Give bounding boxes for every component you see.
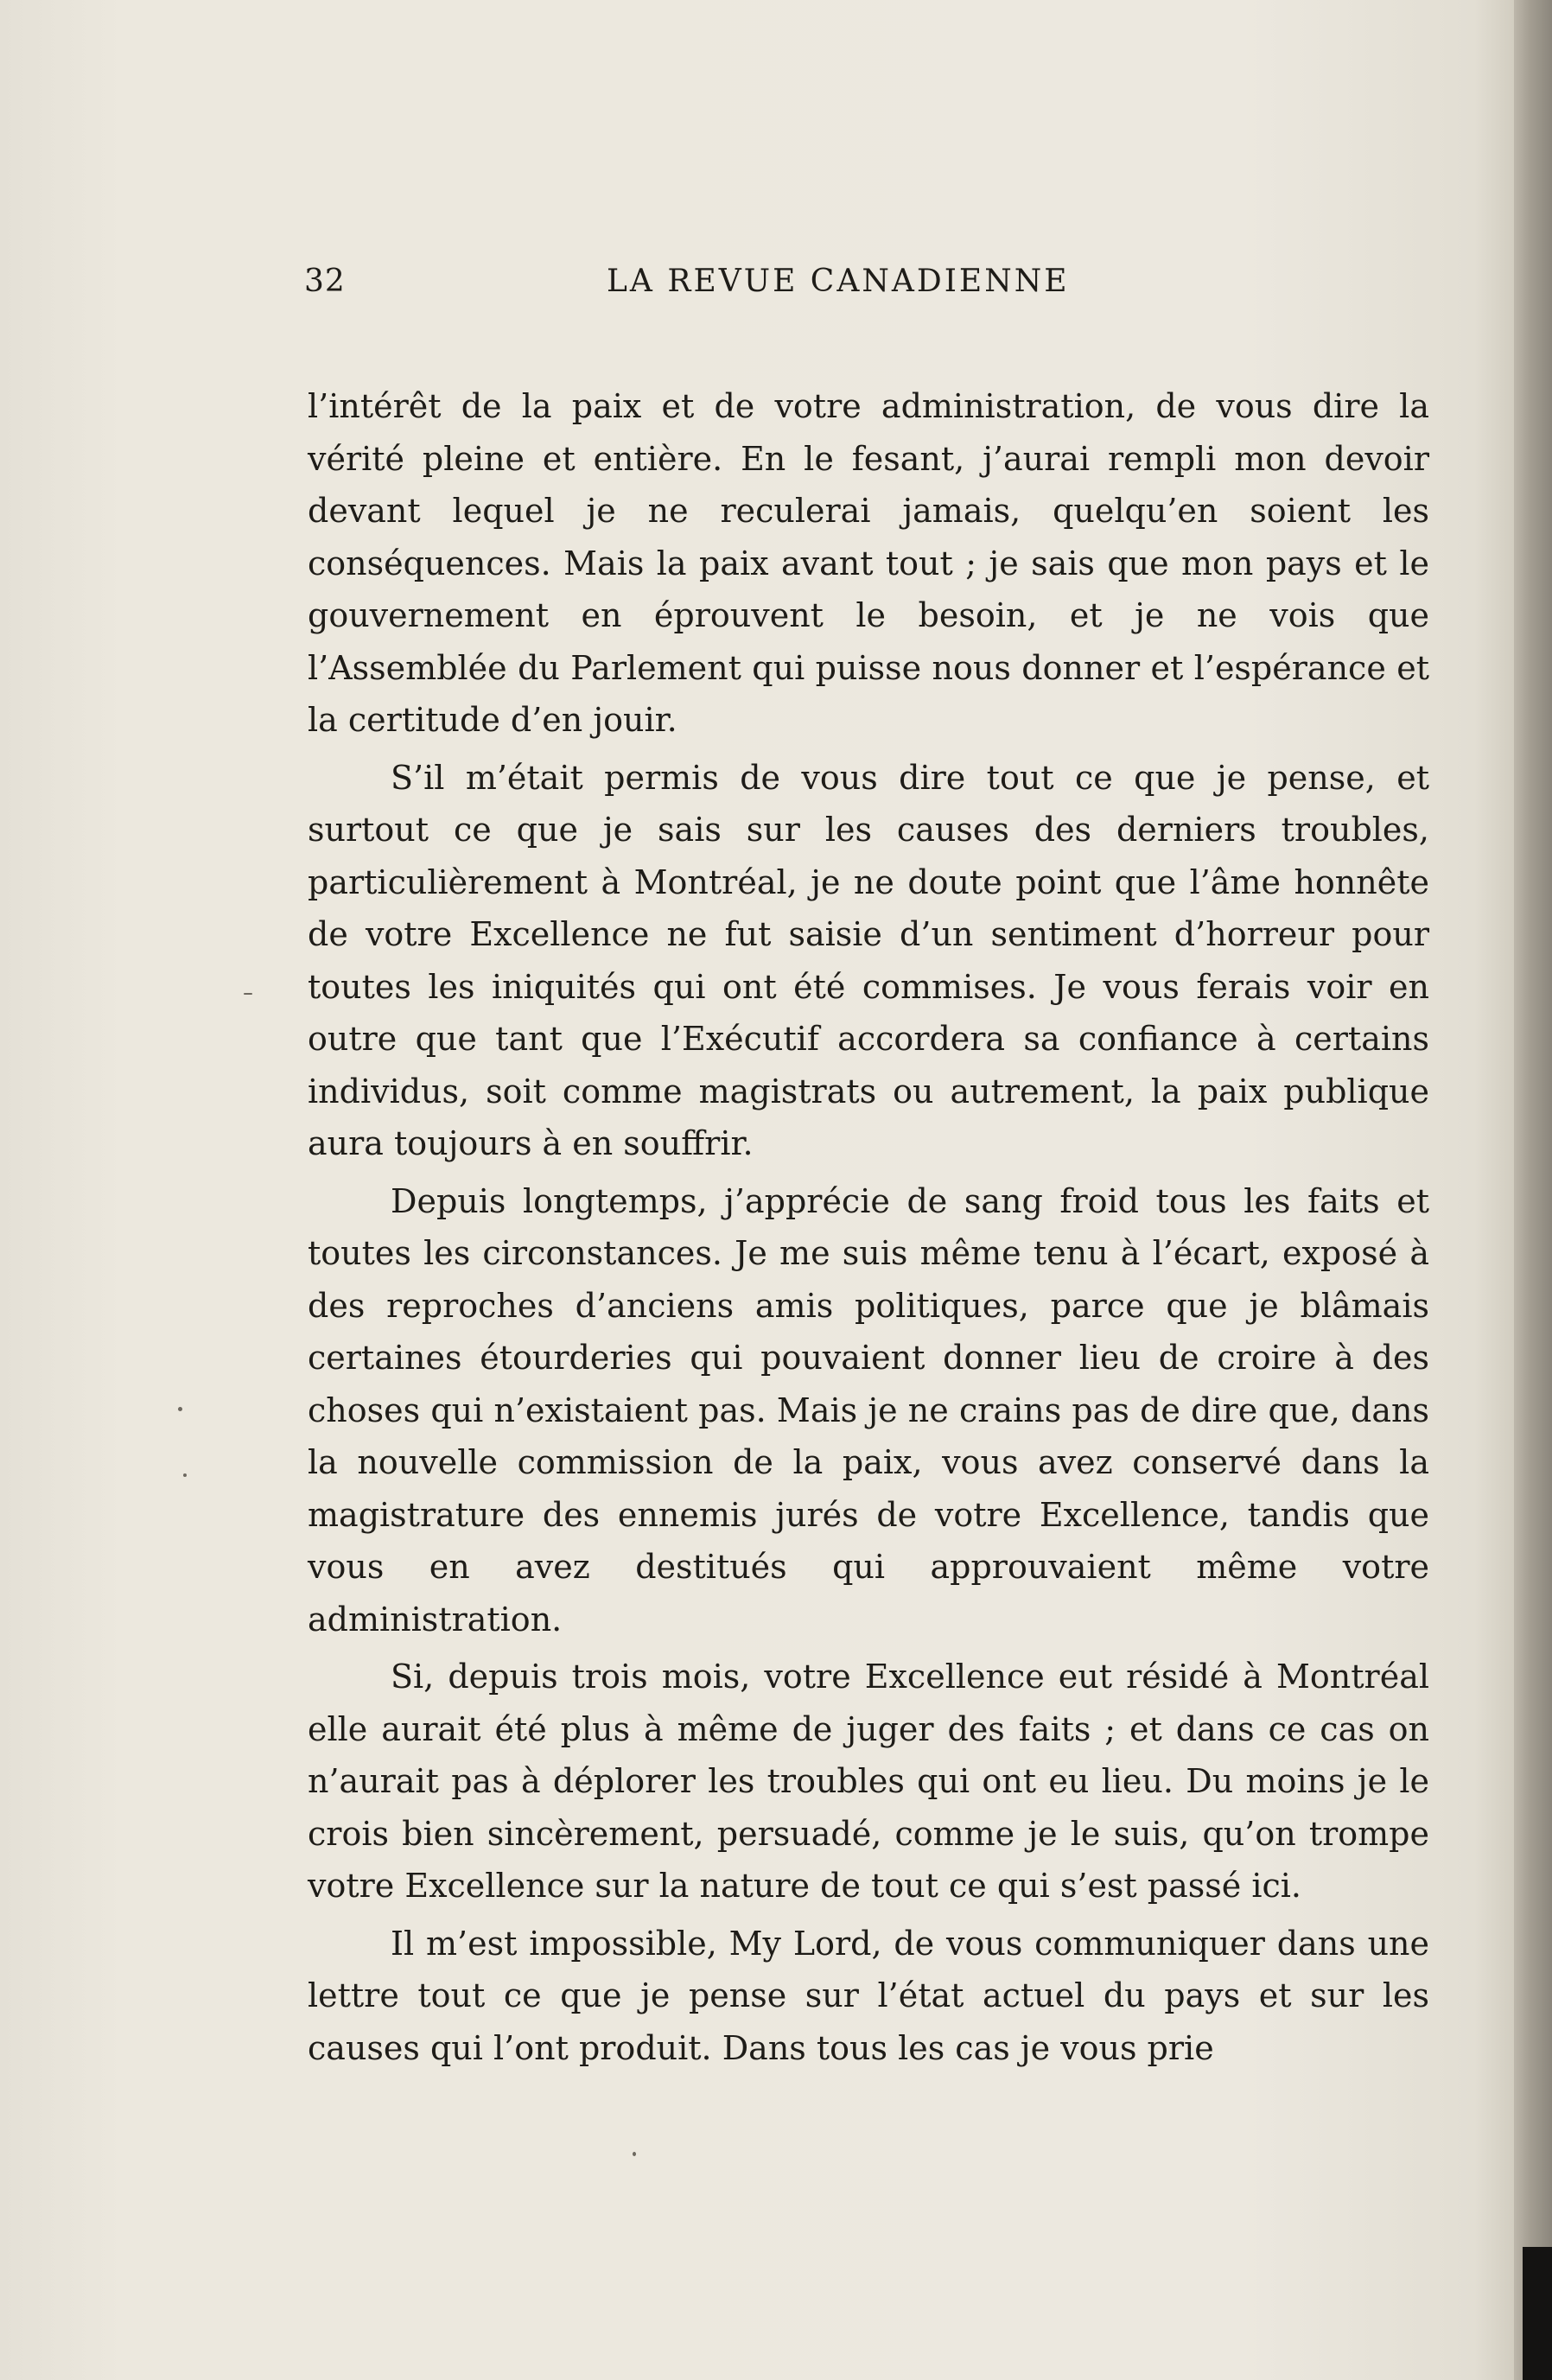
paragraph-3: Depuis longtemps, j’apprécie de sang froid tous les faits et toutes les circonstances. Je me suis même tenu à l’écart, exposé à des reproches d’anciens amis politiques, parce que je blâmais certaines étourderies qui pouvaient donner lieu de croire à des choses qui n’existaient pas. Mais je ne crains pas de dire que, dans la nouvelle commission de la paix, vous avez conservé dans la magistrature des ennemis jurés de votre Excellence, tandis que vous en avez destitués qui approuvaient même votre administration. (308, 1181, 1429, 1639)
paragraph-1: l’intérêt de la paix et de votre administration, de vous dire la vérité pleine et entière. En le fesant, j’aurai rempli mon devoir devant lequel je ne reculerai jamais, quelqu’en soient les conséquences. Mais la paix avant tout ; je sais que mon pays et le gouvernement en éprouvent le besoin, et je ne vois que l’Assemblée du Parlement qui puisse nous donner et l’espérance et la certitude d’en jouir. (308, 387, 1429, 739)
running-title: LA REVUE CANADIENNE (607, 264, 1070, 299)
paragraph-2: S’il m’était permis de vous dire tout ce que je pense, et surtout ce que je sais sur les causes des derniers troubles, particulièrement à Montréal, je ne doute point que l’âme honnête de votre Excellence ne fut saisie d’un sentiment d’horreur pour toutes les iniquités qui ont été commises. Je vous ferais voir en outre que tant que l’Exécutif accordera sa confiance à certains individus, soit comme magistrats ou autrement, la paix publique aura toujours à en souffrir. (308, 758, 1429, 1162)
speck (633, 2152, 636, 2156)
body-text (308, 380, 1429, 2074)
speck (178, 1407, 182, 1411)
paragraph-5: Il m’est impossible, My Lord, de vous communiquer dans une lettre tout ce que je pense sur l’état actuel du pays et sur les causes qui l’ont produit. Dans tous les cas je vous prie (308, 1924, 1429, 2067)
running-header (304, 264, 1436, 307)
paragraph-4: Si, depuis trois mois, votre Excellence eut résidé à Montréal elle aurait été plus à même de juger des faits ; et dans ce cas on n’aurait pas à déplorer les troubles qui ont eu lieu. Du moins je le crois bien sincèrement, persuadé, comme je le suis, qu’on trompe votre Excellence sur la nature de tout ce qui s’est passé ici. (308, 1658, 1429, 1905)
speck (183, 1473, 187, 1477)
speck (244, 993, 252, 995)
page-edge-shadow (1514, 0, 1552, 2380)
page-edge-dark (1523, 2247, 1552, 2380)
page-number: 32 (304, 264, 346, 299)
